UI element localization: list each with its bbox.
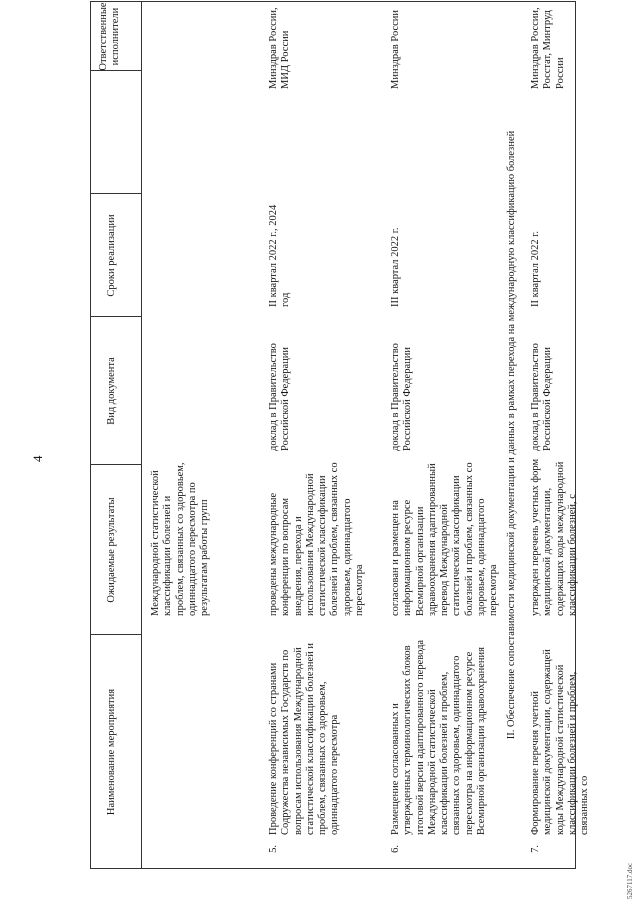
table-border-left [90,868,575,869]
expected-results-cell: утвержден перечень учетных форм медицинской документации, содержащих коды международной классификации болезней, с [530,458,578,616]
measure-name-cell: Размещение согласованных и утвержденных терминологических блоков итоговой версии адаптированного перевода Международной статистической классификации болезней и проблем, связанных со здоровьем, одиннадцатого пересмотра на информационном ресурсе Всемирной организации здравоохранения [390,639,488,835]
measure-name-cell: Формирование перечня учетной медицинской документации, содержащей коды Международной статистической классификации болезней и проблем, связанных со [530,649,591,835]
executors-cell: Минздрав России, МИД России [268,7,292,89]
table-border-right [90,1,575,2]
header-doc-type: Вид документа [106,357,117,425]
doc-type-cell: доклад в Правительство Российской Федерации [530,343,554,451]
expected-results-cell: проведены международные конференции по вопросам внедрения, перехода и использования Международной статистической классификации болезней и проблем, связанных со здоровьем, одиннадцатого пересмотра [268,462,366,616]
section-title: II. Обеспечение сопоставимости медицинской документации и данных в рамках перехода на международную классификацию болезней [506,130,517,740]
header-deadlines: Сроки реализации [106,214,117,297]
measure-name-cell: Проведение конференций со странами Содружества независимых Государств по вопросам использования Международной статистической классификации болезней и проблем, связанных со здоровьем, одиннадцатого пересмотра [268,643,341,835]
header-name: Наименование мероприятия [106,688,117,816]
expected-results-cell: согласован и размещен на информационном ресурсе Всемирной организации здравоохранения адаптированный перевод Международной статистической классификации болезней и проблем, связанных со здоровьем, одиннадцатого пересмотра [390,462,500,616]
footer-filename: 5267117.doc [626,862,634,899]
deadline-cell: II квартал 2022 г., 2024 год [268,204,292,307]
row-number: 7. [530,845,541,853]
header-bottom-rule [141,1,142,869]
row-number: 5. [268,845,279,853]
row-number: 6. [390,845,401,853]
header-results: Ожидаемые результаты [106,497,117,603]
deadline-cell: III квартал 2022 г. [390,227,401,307]
continuation-results-cell: Международной статистической классификации болезней и проблем, связанных со здоровьем, одиннадцатого пересмотра по результатам работы групп [150,462,211,616]
header-executors: Ответственные исполнители [98,2,121,71]
measures-table [90,1,591,869]
doc-type-cell: доклад в Правительство Российской Федерации [390,343,414,451]
table-border-top [90,1,91,869]
doc-type-cell: доклад в Правительство Российской Федерации [268,343,292,451]
page-number: 4 [30,455,45,462]
deadline-cell: II квартал 2022 г. [530,230,541,307]
executors-cell: Минздрав России, Росстат, Минтруд России [530,7,566,89]
executors-cell: Минздрав России [390,9,401,89]
